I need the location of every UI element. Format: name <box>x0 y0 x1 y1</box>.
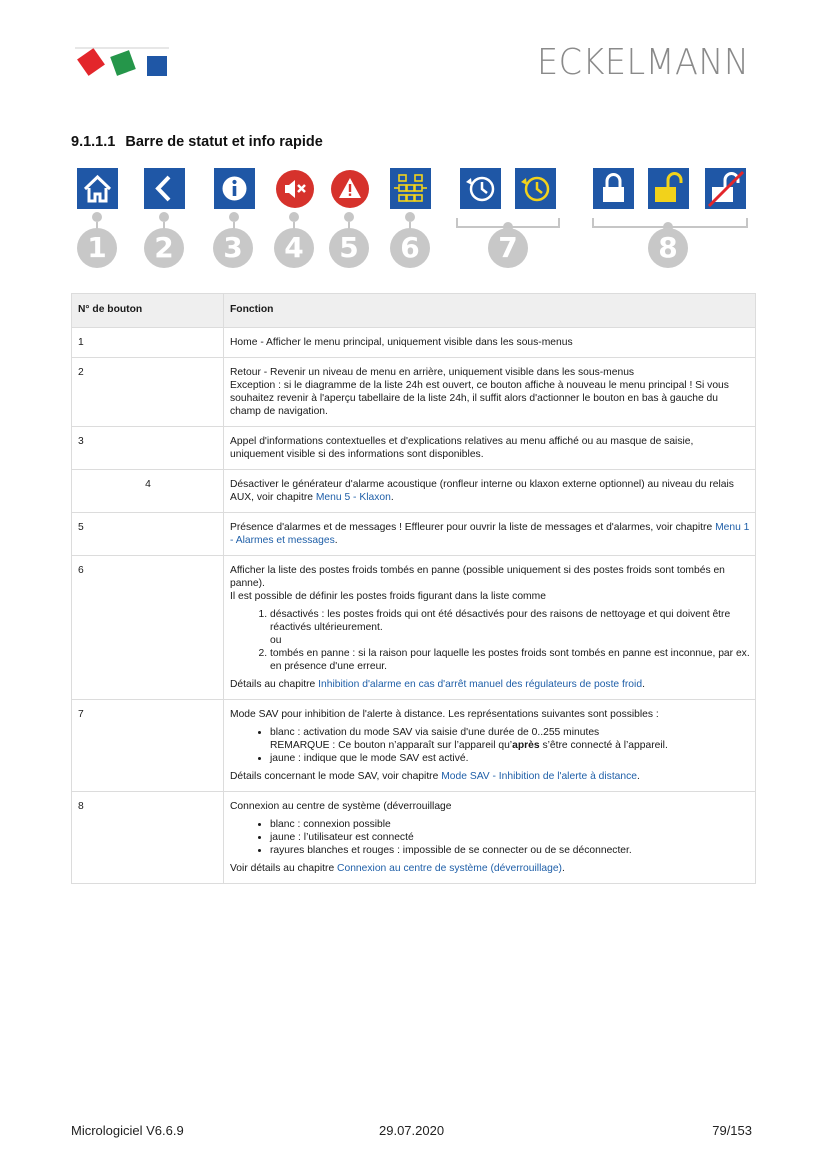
connector-dot <box>159 212 169 222</box>
button-function <box>224 556 756 700</box>
footer-firmware-version: Micrologiciel V6.6.9 <box>71 1123 184 1138</box>
button-function <box>224 470 756 513</box>
table-header-row <box>72 294 756 328</box>
button-number: 3 <box>72 427 224 470</box>
button-number: 7 <box>72 700 224 792</box>
details-line <box>230 770 750 783</box>
note-text: REMARQUE : Ce bouton n’apparaît sur l’appareil qu’ <box>270 740 513 751</box>
chapter-link[interactable]: Mode SAV - Inhibition de l'alerte à distance <box>441 771 638 782</box>
sav-white-icon <box>460 168 501 209</box>
list-item-text: ou <box>270 635 282 646</box>
details-line <box>230 862 750 875</box>
function-text: Détails concernant le mode SAV, voir chapitre <box>230 771 442 782</box>
column-header: N° de bouton <box>72 294 224 328</box>
button-function-table <box>71 293 756 884</box>
bullet-list <box>230 726 750 765</box>
list-item: • blanc : connexion possible <box>270 818 750 831</box>
footer-page-number: 79/153 <box>712 1123 752 1138</box>
list-item <box>270 726 750 752</box>
home-icon <box>77 168 118 209</box>
chapter-link[interactable]: Menu 1 - Alarmes et messages <box>230 522 750 546</box>
list-item: 2. tombés en panne : si la raison pour laquelle les postes froids sont tombés en panne est inconnue, par ex. en présence d'une erreur. <box>270 647 750 673</box>
function-text: Retour - Revenir un niveau de menu en arrière, uniquement visible dans les sous-menus <box>230 367 635 378</box>
lock-striped-icon <box>705 168 746 209</box>
button-number: 5 <box>72 513 224 556</box>
brand-name: ECKELMANN <box>536 42 749 83</box>
callout-number: 4 <box>274 228 314 268</box>
numbered-list <box>230 608 750 673</box>
info-icon <box>214 168 255 209</box>
section-number: 9.1.1.1 <box>71 134 116 150</box>
button-function: Appel d'informations contextuelles et d'explications relatives au menu affiché ou au masque de saisie, uniquement visible si des informations sont disponibles. <box>224 427 756 470</box>
button-function <box>224 700 756 792</box>
list-item-text: désactivés : les postes froids qui ont été désactivés pour des raisons de nettoyage et qui doivent être réactivés ultérieurement. <box>270 609 731 633</box>
punctuation: . <box>642 679 645 690</box>
button-number: 8 <box>72 792 224 884</box>
function-text: Afficher la liste des postes froids tombés en panne (possible uniquement si des postes froids sont tombés en panne). <box>230 565 725 589</box>
function-text: Connexion au centre de système (déverrouillage <box>230 801 452 812</box>
punctuation: . <box>334 535 338 546</box>
section-title: Barre de statut et info rapide <box>125 134 323 150</box>
lock-open-yellow-icon <box>648 168 689 209</box>
function-text: Il est possible de définir les postes froids figurant dans la liste comme <box>230 591 546 602</box>
list-item: • jaune : indique que le mode SAV est activé. <box>270 752 750 765</box>
callout-number: 1 <box>77 228 117 268</box>
table-row <box>72 513 756 556</box>
punctuation: . <box>390 492 394 503</box>
callout-number: 8 <box>648 228 688 268</box>
connector-dot <box>405 212 415 222</box>
connector-dot <box>289 212 299 222</box>
table-row <box>72 328 756 358</box>
alarm-icon <box>331 170 369 208</box>
chapter-link[interactable]: Menu 5 - Klaxon <box>315 492 391 503</box>
connector-dot <box>92 212 102 222</box>
note-emphasis: après <box>512 740 540 751</box>
chapter-link[interactable]: Connexion au centre de système (déverrouillage) <box>337 863 562 874</box>
note-text: s’être connecté à l’appareil. <box>539 740 668 751</box>
punctuation: . <box>637 771 640 782</box>
callout-number: 5 <box>329 228 369 268</box>
bullet-list <box>230 818 750 857</box>
callout-number: 2 <box>144 228 184 268</box>
function-text: Voir détails au chapitre <box>230 863 338 874</box>
button-number: 1 <box>72 328 224 358</box>
section-heading <box>71 134 323 150</box>
callout-number: 6 <box>390 228 430 268</box>
list-item <box>270 608 750 647</box>
button-function <box>224 792 756 884</box>
function-text: Désactiver le générateur d'alarme acoustique (ronfleur interne ou klaxon externe optionnel) au niveau du relais AUX, voir chapitre <box>230 479 734 503</box>
table-row <box>72 470 756 513</box>
station-grid-icon <box>390 168 431 209</box>
table-row <box>72 427 756 470</box>
button-number: 6 <box>72 556 224 700</box>
list-item: • rayures blanches et rouges : impossible de se connecter ou de se déconnecter. <box>270 844 750 857</box>
connector-dot <box>344 212 354 222</box>
list-item-text: blanc : activation du mode SAV via saisie d'une durée de 0..255 minutes <box>270 727 600 738</box>
callout-number: 7 <box>488 228 528 268</box>
function-text: Détails au chapitre <box>230 679 319 690</box>
callout-number: 3 <box>213 228 253 268</box>
function-text: Présence d'alarmes et de messages ! Effleurer pour ouvrir la liste de messages et d'alarmes, voir chapitre <box>230 522 716 533</box>
function-text: Exception : si le diagramme de la liste 24h est ouvert, ce bouton affiche à nouveau le menu principal ! Si vous souhaitez revenir à l'aperçu tabellaire de la liste 24h, il suffit alors d'actionner le bouton en bas à gauche du champ de navigation. <box>230 380 729 417</box>
lock-closed-icon <box>593 168 634 209</box>
table-row <box>72 792 756 884</box>
horn-mute-icon <box>276 170 314 208</box>
function-text: Mode SAV pour inhibition de l'alerte à distance. Les représentations suivantes sont possibles : <box>230 709 659 720</box>
button-function: Home - Afficher le menu principal, uniquement visible dans les sous-menus <box>224 328 756 358</box>
company-logo <box>75 46 169 80</box>
back-icon <box>144 168 185 209</box>
button-function <box>224 513 756 556</box>
table-row <box>72 358 756 427</box>
button-function <box>224 358 756 427</box>
footer-date: 29.07.2020 <box>379 1123 445 1138</box>
sav-yellow-icon <box>515 168 556 209</box>
table-row <box>72 700 756 792</box>
button-number: 2 <box>72 358 224 427</box>
table-row <box>72 556 756 700</box>
column-header: Fonction <box>224 294 756 328</box>
connector-dot <box>229 212 239 222</box>
chapter-link[interactable]: Inhibition d'alarme en cas d'arrêt manuel des régulateurs de poste froid <box>318 679 643 690</box>
punctuation: . <box>562 863 565 874</box>
details-line <box>230 678 750 691</box>
button-number: 4 <box>72 470 224 513</box>
list-item: • jaune : l’utilisateur est connecté <box>270 831 750 844</box>
